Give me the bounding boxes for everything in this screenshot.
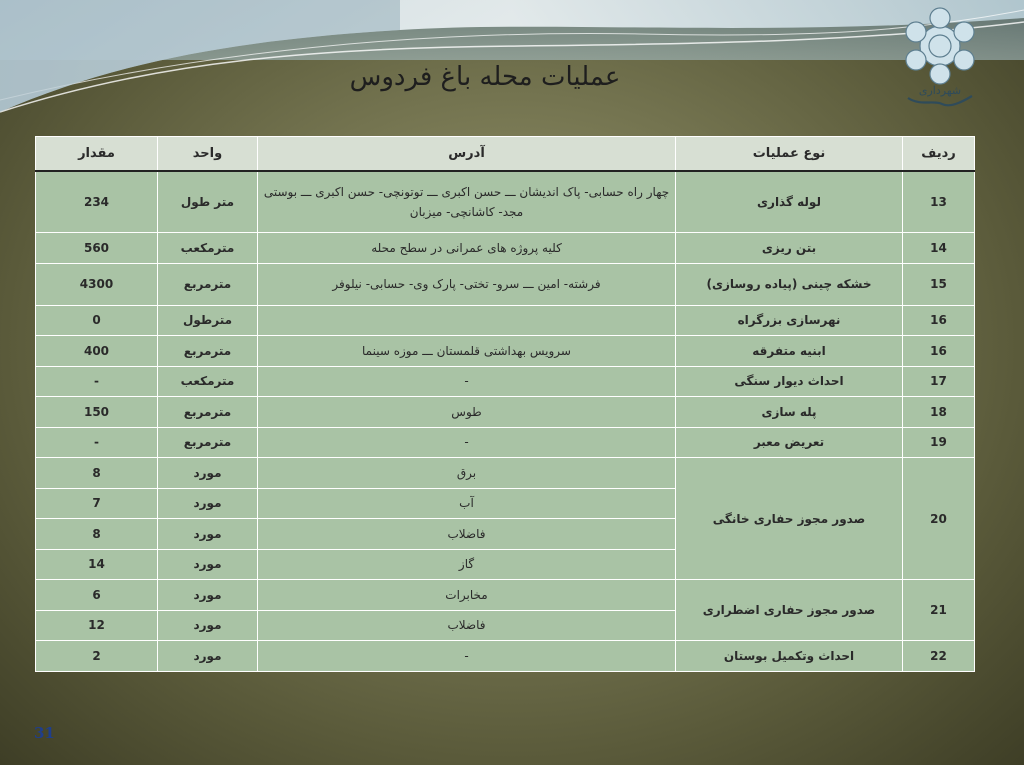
operations-table (35, 136, 974, 672)
table-row (36, 336, 975, 367)
operation-cell: تعریض معبر (676, 427, 903, 458)
page-number: 31 (34, 724, 55, 742)
amount-cell: 6 (36, 580, 158, 611)
operation-cell: ابنیه متفرقه (676, 336, 903, 367)
amount-cell: 2 (36, 641, 158, 672)
unit-cell: مورد (158, 519, 258, 550)
row-number-cell: 14 (903, 233, 975, 264)
municipality-logo-icon (890, 2, 990, 114)
unit-cell: مترمربع (158, 336, 258, 367)
address-cell: برق (258, 458, 676, 489)
unit-cell: مترطول (158, 305, 258, 336)
header-operation-type: نوع عملیات (676, 137, 903, 171)
address-cell: فاضلاب (258, 519, 676, 550)
table-row (36, 458, 975, 489)
header-unit: واحد (158, 137, 258, 171)
amount-cell: - (36, 366, 158, 397)
address-cell (258, 305, 676, 336)
unit-cell: مورد (158, 610, 258, 641)
unit-cell: مترمربع (158, 427, 258, 458)
amount-cell: 150 (36, 397, 158, 428)
row-number-cell: 15 (903, 263, 975, 305)
unit-cell: مترمربع (158, 397, 258, 428)
table-row (36, 397, 975, 428)
header-address: آدرس (258, 137, 676, 171)
amount-cell: 8 (36, 458, 158, 489)
address-cell: فاضلاب (258, 610, 676, 641)
operation-cell: لوله گذاری (676, 171, 903, 233)
address-cell: سرویس بهداشتی قلمستان ـــ موزه سینما (258, 336, 676, 367)
address-cell: کلیه پروژه های عمرانی در سطح محله (258, 233, 676, 264)
slide-title: عملیات محله باغ فردوس (349, 62, 621, 92)
amount-cell: 12 (36, 610, 158, 641)
table-row (36, 233, 975, 264)
operation-cell: بتن ریزی (676, 233, 903, 264)
amount-cell: - (36, 427, 158, 458)
row-number-cell: 18 (903, 397, 975, 428)
row-number-cell: 13 (903, 171, 975, 233)
address-cell: - (258, 641, 676, 672)
row-number-cell: 16 (903, 336, 975, 367)
table-row (36, 580, 975, 611)
address-cell: - (258, 366, 676, 397)
unit-cell: مورد (158, 580, 258, 611)
row-number-cell: 21 (903, 580, 975, 641)
unit-cell: مترمربع (158, 263, 258, 305)
table-row (36, 171, 975, 233)
header-amount: مقدار (36, 137, 158, 171)
header-row-number: ردیف (903, 137, 975, 171)
address-cell: گاز (258, 549, 676, 580)
address-cell: طوس (258, 397, 676, 428)
row-number-cell: 16 (903, 305, 975, 336)
address-cell: - (258, 427, 676, 458)
amount-cell: 14 (36, 549, 158, 580)
unit-cell: مورد (158, 458, 258, 489)
table-row (36, 427, 975, 458)
address-cell: مخابرات (258, 580, 676, 611)
unit-cell: مورد (158, 549, 258, 580)
amount-cell: 4300 (36, 263, 158, 305)
table-row (36, 263, 975, 305)
unit-cell: مورد (158, 641, 258, 672)
address-cell: آب (258, 488, 676, 519)
operation-cell: صدور مجوز حفاری خانگی (676, 458, 903, 580)
address-cell: چهار راه حسابی- پاک اندیشان ـــ حسن اکبری ـــ توتونچی- حسن اکبری ـــ بوستی مجد- کاشانچی- میزبان (258, 171, 676, 233)
table-row (36, 366, 975, 397)
table-row (36, 305, 975, 336)
svg-text:شهرداری: شهرداری (918, 84, 962, 97)
operation-cell: نهرسازی بزرگراه (676, 305, 903, 336)
operation-cell: صدور مجوز حفاری اضطراری (676, 580, 903, 641)
amount-cell: 560 (36, 233, 158, 264)
amount-cell: 400 (36, 336, 158, 367)
operation-cell: خشکه چینی (پیاده روسازی) (676, 263, 903, 305)
unit-cell: مترمکعب (158, 233, 258, 264)
operation-cell: پله سازی (676, 397, 903, 428)
row-number-cell: 17 (903, 366, 975, 397)
table-header-row (36, 137, 975, 171)
amount-cell: 0 (36, 305, 158, 336)
amount-cell: 7 (36, 488, 158, 519)
amount-cell: 8 (36, 519, 158, 550)
address-cell: فرشته- امین ـــ سرو- تختی- پارک وی- حسابی- نیلوفر (258, 263, 676, 305)
unit-cell: مترمکعب (158, 366, 258, 397)
operation-cell: احداث دیوار سنگی (676, 366, 903, 397)
table-row (36, 641, 975, 672)
row-number-cell: 22 (903, 641, 975, 672)
unit-cell: مورد (158, 488, 258, 519)
unit-cell: متر طول (158, 171, 258, 233)
row-number-cell: 20 (903, 458, 975, 580)
amount-cell: 234 (36, 171, 158, 233)
operation-cell: احداث وتکمیل بوستان (676, 641, 903, 672)
row-number-cell: 19 (903, 427, 975, 458)
